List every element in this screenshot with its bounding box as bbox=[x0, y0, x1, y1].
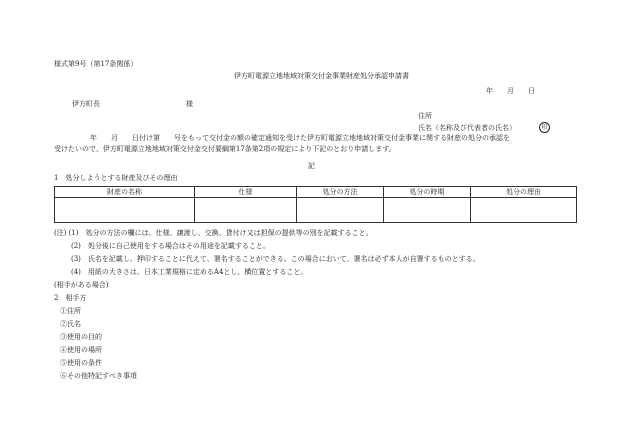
note-2: (2) 処分後に自己使用をする場合はその用途を記載すること。 bbox=[71, 242, 270, 250]
form-title: 伊方町電源立地地域対策交付金事業財産処分承認申請書 bbox=[234, 72, 409, 80]
body-paragraph bbox=[54, 133, 574, 155]
note-1: (注) (1) 処分の方法の欄には、仕様、譲渡し、交換、貸付け又は担保の提供等の別を記載すること。 bbox=[54, 229, 373, 237]
form-number: 様式第9号（第17条関係） bbox=[54, 60, 138, 68]
note-4: (4) 用紙の大きさは、日本工業規格に定めるA4とし、横位置とすること。 bbox=[71, 268, 308, 276]
section1-heading: 1 処分しようとする財産及びその理由 bbox=[54, 174, 178, 182]
list-item: ③使用の目的 bbox=[60, 333, 102, 341]
note-3: (3) 氏名を記載し、押印することに代えて、署名することができる。この場合において、署名は必ず本人が自署するものとする。 bbox=[71, 255, 480, 263]
body-line-1: 年 月 日付け第 号をもって交付金の額の確定通知を受けた伊方町電源立地地域対策交付金事業に関する財産の処分の承認を bbox=[90, 134, 510, 142]
address-label: 住所 bbox=[418, 112, 432, 120]
col-header-property-name: 財産の名称 bbox=[55, 187, 195, 198]
body-line-2: 受けたいので、伊方町電源立地地域対策交付金交付要綱第17条第2項の規定により下記のとおり申請します。 bbox=[54, 145, 396, 153]
cell-disposal-reason[interactable] bbox=[471, 198, 577, 223]
addressee-label: 伊方町長 bbox=[72, 100, 100, 108]
col-header-disposal-reason: 処分の理由 bbox=[471, 187, 577, 198]
table-header-row bbox=[55, 187, 577, 198]
col-header-specification: 仕様 bbox=[195, 187, 297, 198]
col-header-disposal-method: 処分の方法 bbox=[297, 187, 384, 198]
cell-disposal-timing[interactable] bbox=[384, 198, 471, 223]
list-item: ①住所 bbox=[60, 307, 81, 315]
cell-disposal-method[interactable] bbox=[297, 198, 384, 223]
list-item: ⑤使用の条件 bbox=[60, 359, 102, 367]
seal-mark: 印 bbox=[539, 122, 550, 133]
cell-specification[interactable] bbox=[195, 198, 297, 223]
list-item: ④使用の場所 bbox=[60, 346, 102, 354]
section2-heading: 2 相手方 bbox=[54, 294, 87, 302]
section2-condition: (相手がある場合) bbox=[54, 281, 109, 289]
ki-label: 記 bbox=[308, 162, 315, 170]
property-table bbox=[54, 186, 577, 223]
name-label: 氏名（名称及び代表者の氏名） bbox=[418, 124, 516, 132]
addressee-honorific: 様 bbox=[186, 100, 193, 108]
cell-property-name[interactable] bbox=[55, 198, 195, 223]
list-item: ⑥その他特記すべき事項 bbox=[60, 372, 137, 380]
col-header-disposal-timing: 処分の時期 bbox=[384, 187, 471, 198]
date-line: 年 月 日 bbox=[486, 87, 535, 95]
table-row bbox=[55, 198, 577, 223]
list-item: ②氏名 bbox=[60, 320, 81, 328]
